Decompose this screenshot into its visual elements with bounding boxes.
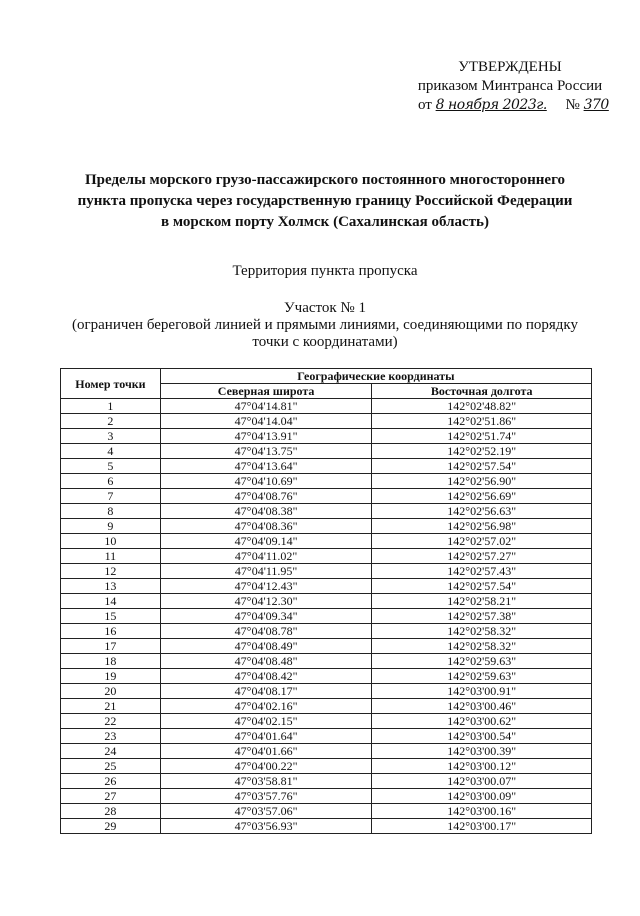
longitude-cell: 142°02'52.19" [372, 444, 592, 459]
longitude-cell: 142°02'57.54" [372, 459, 592, 474]
header-point-number: Номер точки [61, 369, 161, 399]
section-note-line-2: точки с координатами) [252, 334, 398, 350]
number-label: № [565, 97, 580, 113]
latitude-cell: 47°04'10.69" [160, 474, 372, 489]
latitude-cell: 47°04'01.64" [160, 729, 372, 744]
point-number-cell: 17 [61, 639, 161, 654]
point-number-cell: 1 [61, 399, 161, 414]
table-row [61, 399, 592, 414]
latitude-cell: 47°03'57.06" [160, 804, 372, 819]
section-heading [60, 300, 590, 351]
point-number-cell: 10 [61, 534, 161, 549]
table-row [61, 669, 592, 684]
latitude-cell: 47°04'08.38" [160, 504, 372, 519]
point-number-cell: 16 [61, 624, 161, 639]
point-number-cell: 29 [61, 819, 161, 834]
latitude-cell: 47°04'00.22" [160, 759, 372, 774]
latitude-cell: 47°03'58.81" [160, 774, 372, 789]
longitude-cell: 142°02'51.74" [372, 429, 592, 444]
table-row [61, 699, 592, 714]
title-line-3: в морском порту Холмск (Сахалинская область) [161, 214, 489, 230]
table-row [61, 774, 592, 789]
latitude-cell: 47°04'01.66" [160, 744, 372, 759]
latitude-cell: 47°04'02.16" [160, 699, 372, 714]
approval-date-line [400, 96, 620, 115]
approval-order: приказом Минтранса России [417, 78, 603, 94]
point-number-cell: 8 [61, 504, 161, 519]
latitude-cell: 47°03'57.76" [160, 789, 372, 804]
point-number-cell: 18 [61, 654, 161, 669]
longitude-cell: 142°02'59.63" [372, 654, 592, 669]
point-number-cell: 3 [61, 429, 161, 444]
longitude-cell: 142°02'56.63" [372, 504, 592, 519]
latitude-cell: 47°04'08.49" [160, 639, 372, 654]
point-number-cell: 14 [61, 594, 161, 609]
header-north-latitude: Северная широта [160, 384, 372, 399]
title-line-1: Пределы морского грузо-пассажирского постоянного многостороннего [84, 172, 566, 188]
latitude-cell: 47°04'08.76" [160, 489, 372, 504]
longitude-cell: 142°02'57.02" [372, 534, 592, 549]
longitude-cell: 142°03'00.54" [372, 729, 592, 744]
table-row [61, 759, 592, 774]
longitude-cell: 142°02'58.21" [372, 594, 592, 609]
point-number-cell: 11 [61, 549, 161, 564]
table-row [61, 534, 592, 549]
longitude-cell: 142°02'56.69" [372, 489, 592, 504]
longitude-cell: 142°02'57.54" [372, 579, 592, 594]
point-number-cell: 19 [61, 669, 161, 684]
point-number-cell: 2 [61, 414, 161, 429]
longitude-cell: 142°02'56.98" [372, 519, 592, 534]
table-row [61, 474, 592, 489]
approval-block [400, 58, 620, 115]
table-row [61, 684, 592, 699]
title-line-2: пункта пропуска через государственную границу Российской Федерации [77, 193, 573, 209]
point-number-cell: 6 [61, 474, 161, 489]
table-row [61, 639, 592, 654]
point-number-cell: 7 [61, 489, 161, 504]
table-row [61, 594, 592, 609]
longitude-cell: 142°02'58.32" [372, 639, 592, 654]
table-row [61, 444, 592, 459]
longitude-cell: 142°02'57.27" [372, 549, 592, 564]
longitude-cell: 142°03'00.12" [372, 759, 592, 774]
point-number-cell: 28 [61, 804, 161, 819]
table-row [61, 429, 592, 444]
table-row [61, 609, 592, 624]
latitude-cell: 47°04'13.64" [160, 459, 372, 474]
latitude-cell: 47°04'08.36" [160, 519, 372, 534]
longitude-cell: 142°03'00.62" [372, 714, 592, 729]
handwritten-date: 8 ноября 2023г. [435, 97, 547, 113]
latitude-cell: 47°04'02.15" [160, 714, 372, 729]
latitude-cell: 47°03'56.93" [160, 819, 372, 834]
latitude-cell: 47°04'14.81" [160, 399, 372, 414]
latitude-cell: 47°04'14.04" [160, 414, 372, 429]
longitude-cell: 142°03'00.91" [372, 684, 592, 699]
table-row [61, 519, 592, 534]
from-label: от [418, 97, 432, 113]
point-number-cell: 25 [61, 759, 161, 774]
coordinates-table [60, 368, 592, 834]
section-note-line-1: (ограничен береговой линией и прямыми линиями, соединяющими по порядку [71, 317, 578, 333]
table-row [61, 714, 592, 729]
point-number-cell: 20 [61, 684, 161, 699]
table-row [61, 744, 592, 759]
point-number-cell: 22 [61, 714, 161, 729]
latitude-cell: 47°04'13.91" [160, 429, 372, 444]
table-row [61, 549, 592, 564]
longitude-cell: 142°03'00.46" [372, 699, 592, 714]
point-number-cell: 13 [61, 579, 161, 594]
table-row [61, 624, 592, 639]
latitude-cell: 47°04'12.43" [160, 579, 372, 594]
longitude-cell: 142°02'57.38" [372, 609, 592, 624]
longitude-cell: 142°03'00.16" [372, 804, 592, 819]
point-number-cell: 5 [61, 459, 161, 474]
longitude-cell: 142°02'56.90" [372, 474, 592, 489]
longitude-cell: 142°02'57.43" [372, 564, 592, 579]
table-row [61, 819, 592, 834]
longitude-cell: 142°02'48.82" [372, 399, 592, 414]
territory-subtitle: Территория пункта пропуска [232, 263, 418, 279]
latitude-cell: 47°04'11.95" [160, 564, 372, 579]
longitude-cell: 142°03'00.07" [372, 774, 592, 789]
longitude-cell: 142°02'58.32" [372, 624, 592, 639]
latitude-cell: 47°04'13.75" [160, 444, 372, 459]
header-geo-coordinates: Географические координаты [160, 369, 591, 384]
latitude-cell: 47°04'11.02" [160, 549, 372, 564]
table-row [61, 789, 592, 804]
table-row [61, 414, 592, 429]
table-row [61, 579, 592, 594]
point-number-cell: 21 [61, 699, 161, 714]
table-row [61, 804, 592, 819]
point-number-cell: 15 [61, 609, 161, 624]
longitude-cell: 142°03'00.09" [372, 789, 592, 804]
table-row [61, 459, 592, 474]
table-row [61, 564, 592, 579]
point-number-cell: 26 [61, 774, 161, 789]
point-number-cell: 12 [61, 564, 161, 579]
latitude-cell: 47°04'12.30" [160, 594, 372, 609]
longitude-cell: 142°02'59.63" [372, 669, 592, 684]
latitude-cell: 47°04'08.48" [160, 654, 372, 669]
table-row [61, 504, 592, 519]
header-east-longitude: Восточная долгота [372, 384, 592, 399]
table-row [61, 489, 592, 504]
latitude-cell: 47°04'08.78" [160, 624, 372, 639]
point-number-cell: 23 [61, 729, 161, 744]
longitude-cell: 142°03'00.39" [372, 744, 592, 759]
latitude-cell: 47°04'09.14" [160, 534, 372, 549]
handwritten-number: 370 [583, 97, 609, 113]
latitude-cell: 47°04'09.34" [160, 609, 372, 624]
longitude-cell: 142°02'51.86" [372, 414, 592, 429]
section-name: Участок № 1 [284, 300, 366, 316]
table-row [61, 729, 592, 744]
point-number-cell: 24 [61, 744, 161, 759]
latitude-cell: 47°04'08.17" [160, 684, 372, 699]
latitude-cell: 47°04'08.42" [160, 669, 372, 684]
document-title [60, 170, 590, 233]
point-number-cell: 27 [61, 789, 161, 804]
point-number-cell: 9 [61, 519, 161, 534]
approval-heading: УТВЕРЖДЕНЫ [458, 59, 562, 75]
longitude-cell: 142°03'00.17" [372, 819, 592, 834]
table-row [61, 654, 592, 669]
point-number-cell: 4 [61, 444, 161, 459]
